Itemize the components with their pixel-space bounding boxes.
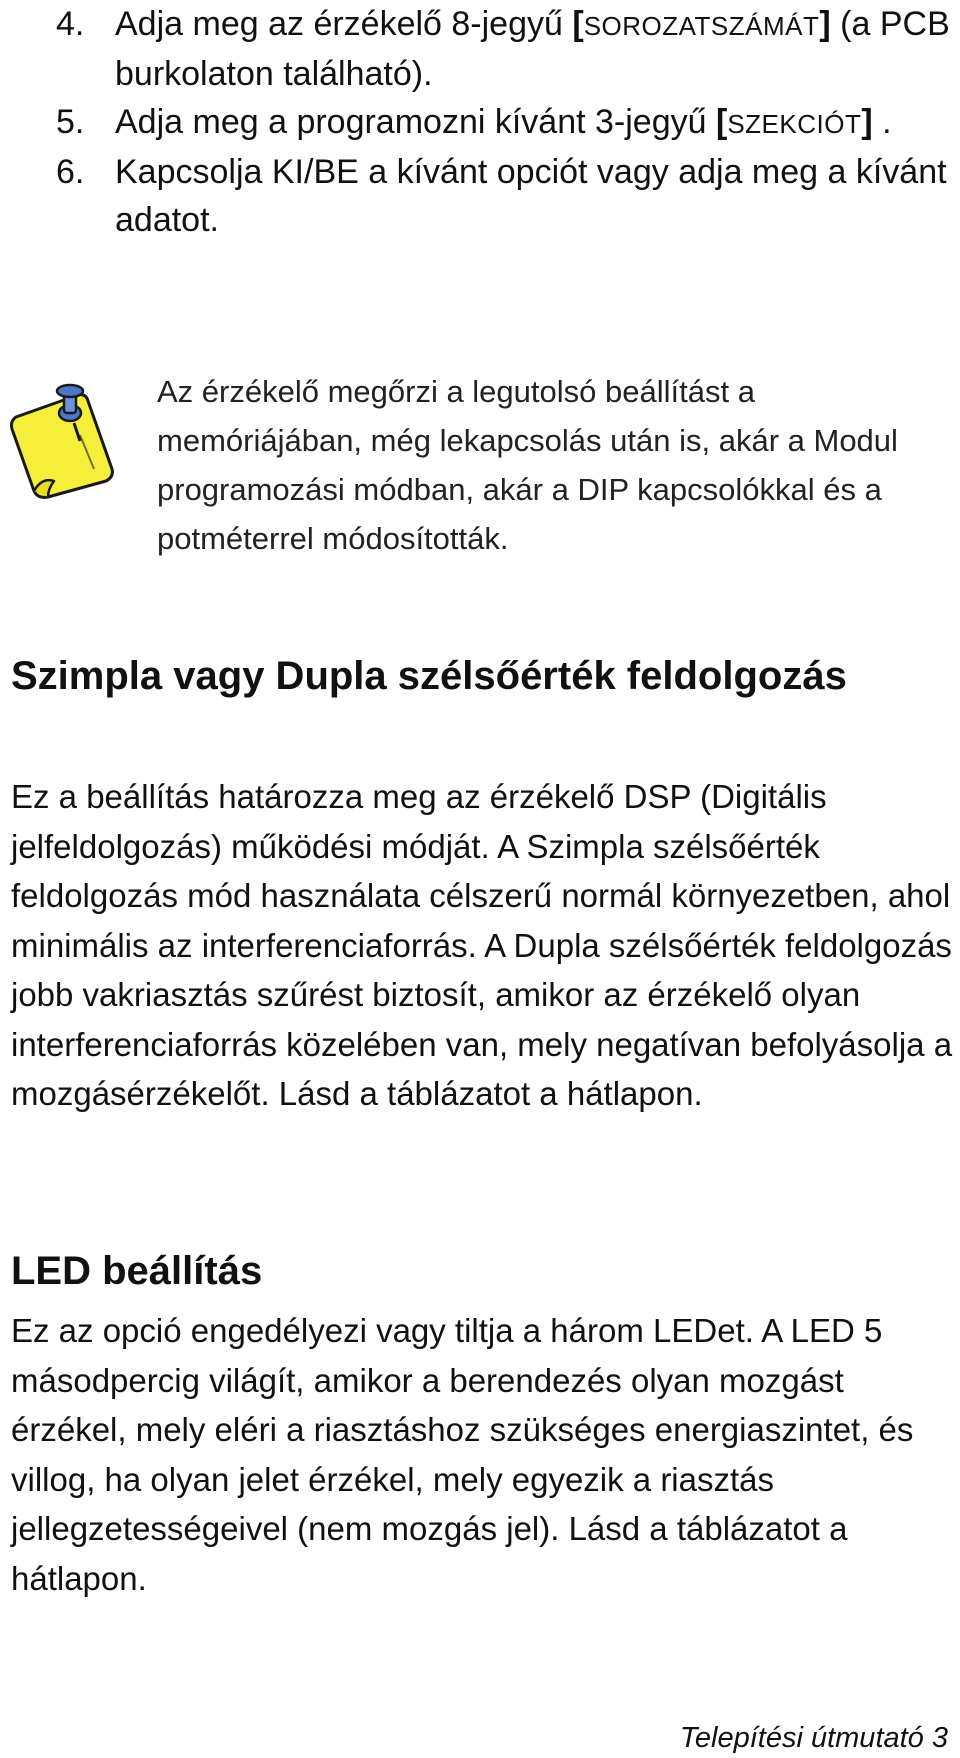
step-text-part: Adja meg az érzékelő 8-jegyű [115, 5, 573, 43]
step-item [56, 98, 956, 148]
step-text-part: . [872, 103, 892, 141]
step-number: 6. [56, 153, 85, 191]
pinned-note-icon [8, 377, 120, 499]
step-item [56, 148, 956, 244]
step-code: SOROZATSZÁMÁT [583, 11, 820, 41]
bracket-open: [ [715, 103, 728, 141]
step-text [115, 98, 956, 148]
note-text: Az érzékelő megőrzi a legutolsó beállítást a memóriájában, még lekapcsolás után is, akár a Modul programozási módban, akár a DIP kapcsolókkal és a potméterrel módosították. [157, 374, 898, 556]
step-code: SZEKCIÓT [727, 109, 862, 139]
section-body-dsp: Ez a beállítás határozza meg az érzékelő DSP (Digitális jelfeldolgozás) működési módját. A Szimpla szélsőérték feldolgozás mód használata célszerű normál környezetben, ahol minimális az interferenciaforrás. A Dupla szélsőérték feldolgozás jobb vakriasztás szűrést biztosít, amikor az érzékelő olyan interferenciaforrás közelében van, mely negatívan befolyásolja a mozgásérzékelőt. Lásd a táblázatot a hátlapon. [11, 778, 953, 1112]
section-body-led: Ez az opció engedélyezi vagy tiltja a három LEDet. A LED 5 másodpercig világít, amikor a berendezés olyan mozgást érzékel, mely eléri a riasztáshoz szükséges energiaszintet, és villog, ha olyan jelet érzékel, mely egyezik a riasztás jellegzetességeivel (nem mozgás jel). Lásd a táblázatot a hátlapon. [11, 1312, 914, 1597]
step-text-part: (a PCB burkolaton található). [115, 5, 950, 93]
bracket-close: ] [819, 5, 831, 43]
step-item [56, 0, 956, 98]
section-heading-led: LED beállítás [11, 1249, 263, 1293]
step-text [115, 0, 956, 98]
note-block [0, 367, 960, 627]
step-number: 4. [56, 5, 85, 43]
bracket-open: [ [572, 5, 584, 43]
bracket-close: ] [861, 103, 873, 141]
step-text: Kapcsolja KI/BE a kívánt opciót vagy adja meg a kívánt adatot. [115, 153, 947, 239]
step-list [56, 0, 956, 244]
step-text-part: Adja meg a programozni kívánt 3-jegyű [115, 103, 716, 141]
section-heading-dsp: Szimpla vagy Dupla szélsőérték feldolgozás [11, 654, 847, 698]
page-footer: Telepítési útmutató 3 [679, 1722, 948, 1754]
step-number: 5. [56, 103, 85, 141]
